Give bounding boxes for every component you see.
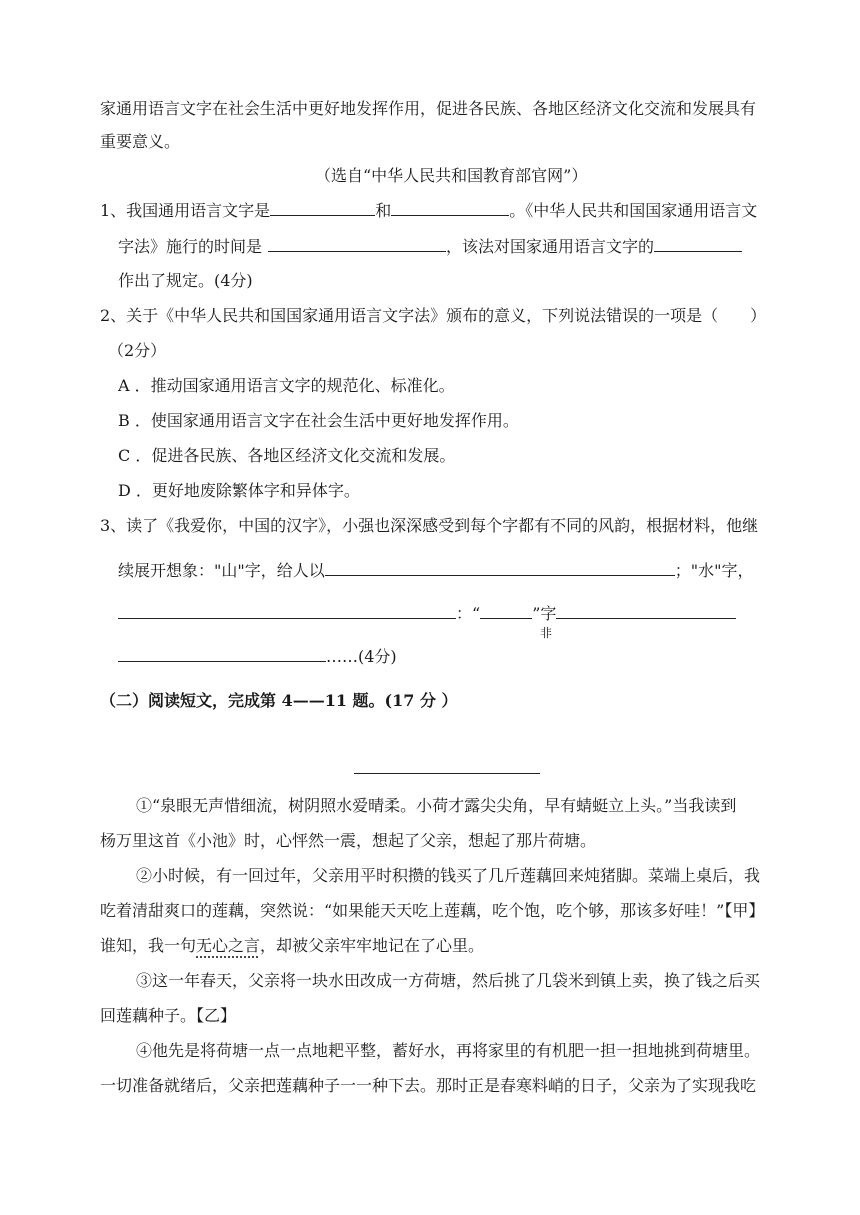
p2-text-c: ，却被父亲牢牢地记在了心里。 [260,936,485,955]
source-citation: （选自“中华人民共和国教育部官网”） [315,166,588,185]
q3-stray-mark: 非 [540,626,553,640]
q3-blank-1[interactable] [325,559,675,576]
passage-p4-line-1: ④他先是将荷塘一点一点地耙平整，蓄好水，再将家里的有机肥一担一担地挑到荷塘里。 [136,1041,761,1060]
q2-option-b[interactable]: B ．使国家通用语言文字在社会生活中更好地发挥作用。 [118,411,519,430]
q1-text-c: 。《中华人民共和国国家通用语言文 [509,201,758,220]
q3-line-4 [118,645,397,668]
q3-text-e: ……(4分) [326,647,397,666]
intro-line-1: 家通用语言文字在社会生活中更好地发挥作用，促进各民族、各地区经济文化交流和发展具有 [100,99,757,118]
section-2-heading: （二）阅读短文，完成第 4——11 题。(17 分 ） [100,691,458,710]
intro-line-2: 重要意义。 [100,132,181,151]
passage-p1-line-2: 杨万里这首《小池》时，心怦然一震，想起了父亲，想起了那片荷塘。 [100,831,597,850]
passage-p2-line-2: 吃着清甜爽口的莲藕，突然说：“如果能天天吃上莲藕，吃个饱，吃个够，那该多好哇！”【甲】 [100,901,765,920]
passage-p3-line-2: 回莲藕种子。【乙】 [100,1006,237,1025]
q1-text-e: ，该法对国家通用语言文字的 [446,237,655,256]
q3-text-d: ”字 [532,604,557,623]
q1-line-3: 作出了规定。(4分) [118,271,253,290]
q3-blank-3[interactable] [480,602,532,619]
passage-title-blank[interactable] [354,773,540,774]
q2-option-c[interactable]: C ．促进各民族、各地区经济文化交流和发展。 [118,446,456,465]
q1-blank-1[interactable] [270,199,375,216]
passage-p3-line-1: ③这一年春天，父亲将一块水田改成一方荷塘，然后挑了几袋米到镇上卖，换了钱之后买 [136,971,761,990]
q1-blank-3[interactable] [268,235,446,252]
q1-text-b: 和 [375,201,392,220]
passage-p2-line-1: ②小时候，有一回过年，父亲用平时积攒的钱买了几斤莲藕回来炖猪脚。菜端上桌后，我 [136,866,761,885]
q3-text-b: ；"水"字， [674,561,754,580]
q3-blank-4[interactable] [556,602,736,619]
q3-text-a: 续展开想象："山"字，给人以 [118,561,325,580]
q3-blank-2[interactable] [118,602,456,619]
q2-stem: 2、关于《中华人民共和国国家通用语言文字法》颁布的意义，下列说法错误的一项是（ ） [100,306,767,325]
q2-score: （2分） [108,341,167,360]
p2-text-a: 谁知，我一句 [100,936,197,955]
q1-blank-2[interactable] [391,199,509,216]
q2-option-d[interactable]: D ．更好地废除繁体字和异体字。 [118,481,360,500]
q3-line-1: 3、读了《我爱你，中国的汉字》，小强也深深感受到每个字都有不同的风韵，根据材料，他继 [100,516,759,535]
q3-blank-5[interactable] [118,645,326,662]
q3-line-3 [118,602,736,625]
q3-line-2 [118,559,753,582]
p2-dotted-phrase: 无心之言 [196,936,261,955]
passage-p1-line-1: ①“泉眼无声惜细流，树阴照水爱晴柔。小荷才露尖尖角，早有蜻蜓立上头。”当我读到 [136,796,737,815]
passage-p4-line-2: 一切准备就绪后，父亲把莲藕种子一一种下去。那时正是春寒料峭的日子，父亲为了实现我吃 [100,1076,757,1095]
passage-p2-line-3 [100,935,484,957]
q1-line-2 [118,235,742,258]
q2-option-a[interactable]: A ．推动国家通用语言文字的规范化、标准化。 [118,376,455,395]
q1-text-a: 1、我国通用语言文字是 [100,201,271,220]
q1-line-1 [100,199,757,222]
q3-text-c: ：“ [456,604,481,623]
q1-text-d: 字法》施行的时间是 [118,237,263,256]
q1-blank-4[interactable] [654,235,742,252]
